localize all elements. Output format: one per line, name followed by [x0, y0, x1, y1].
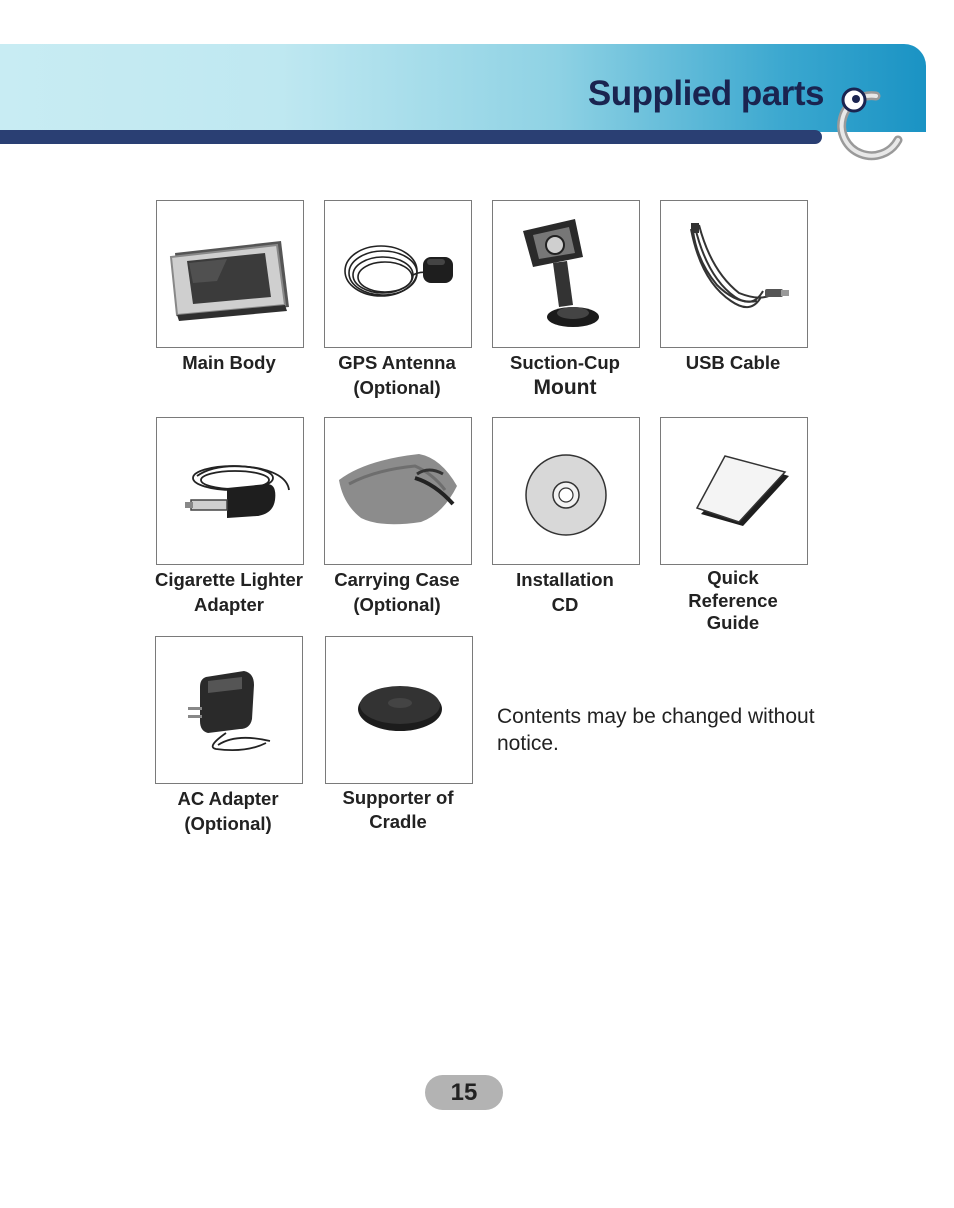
- item-label-cigarette-lighter-adapter: Cigarette Lighter Adapter: [154, 569, 304, 615]
- item-image-gps-antenna: [324, 200, 472, 348]
- item-image-installation-cd: [492, 417, 640, 565]
- item-image-usb-cable: [660, 200, 808, 348]
- navigation-device-icon: [157, 201, 303, 347]
- page-number: 15: [425, 1075, 503, 1110]
- item-label-supporter-of-cradle: Supporter of Cradle: [342, 787, 454, 832]
- item-label-gps-antenna: GPS Antenna (Optional): [338, 352, 456, 398]
- item-image-cigarette-lighter-adapter: [156, 417, 304, 565]
- page-title: Supplied parts: [587, 74, 824, 113]
- item-image-suction-cup-mount: [492, 200, 640, 348]
- cradle-disc-icon: [326, 637, 472, 783]
- item-label-suction-cup-mount: Suction-Cup Mount: [510, 352, 620, 399]
- gps-antenna-icon: [325, 201, 471, 347]
- ac-adapter-icon: [156, 637, 302, 783]
- car-charger-icon: [157, 418, 303, 564]
- notice-text: Contents may be changed without notice.: [497, 705, 815, 755]
- suction-cup-mount-icon: [493, 201, 639, 347]
- item-label-quick-reference-guide: Quick Reference Guide: [688, 567, 778, 633]
- carrying-pouch-icon: [325, 418, 471, 564]
- booklet-icon: [661, 418, 807, 564]
- item-image-main-body: [156, 200, 304, 348]
- item-label-installation-cd: Installation CD: [516, 569, 614, 615]
- c-ring-logo-icon: [836, 82, 916, 162]
- cd-disc-icon: [493, 418, 639, 564]
- item-image-quick-reference-guide: [660, 417, 808, 565]
- item-image-ac-adapter: [155, 636, 303, 784]
- item-label-carrying-case: Carrying Case (Optional): [334, 569, 460, 615]
- item-label-main-body: Main Body: [182, 352, 276, 373]
- item-image-supporter-of-cradle: [325, 636, 473, 784]
- item-image-carrying-case: [324, 417, 472, 565]
- item-label-ac-adapter: AC Adapter (Optional): [177, 788, 279, 834]
- usb-cable-icon: [661, 201, 807, 347]
- header-underline-bar: [0, 130, 822, 144]
- item-label-usb-cable: USB Cable: [685, 352, 781, 373]
